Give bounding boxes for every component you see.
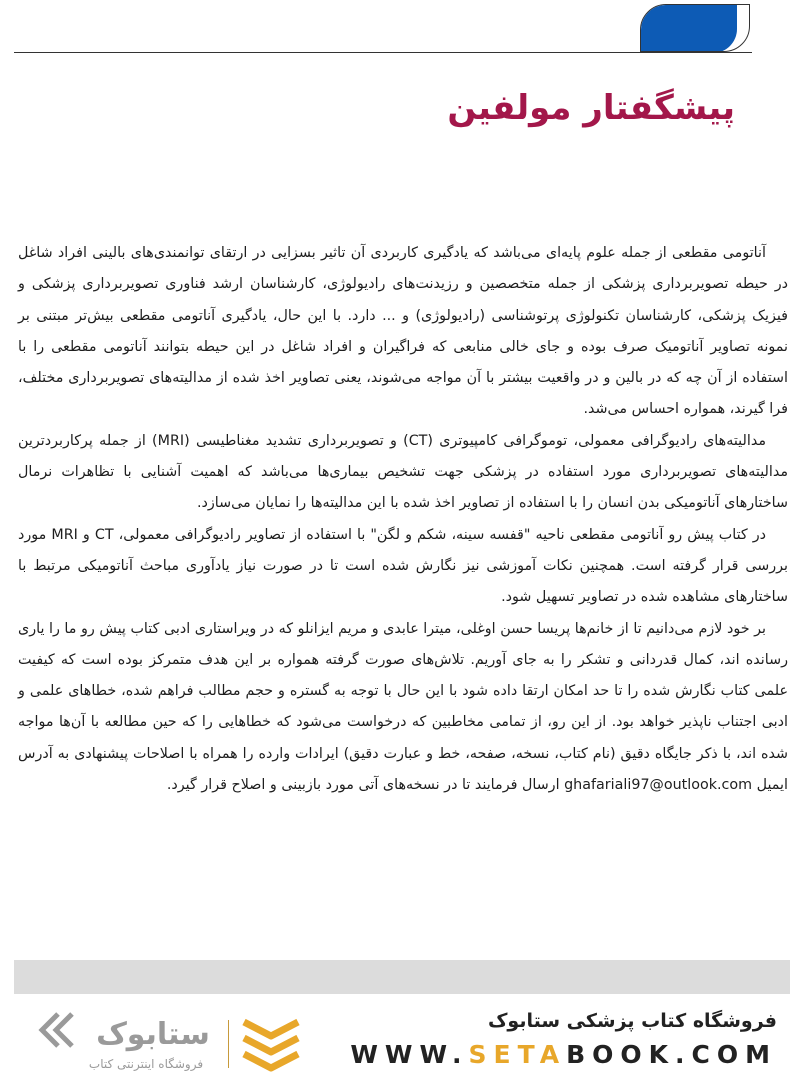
store-url[interactable] — [350, 1040, 777, 1069]
header-tab — [640, 4, 750, 52]
url-suffix: BOOK.COM — [566, 1040, 777, 1069]
logo-wordmark: ستابوک — [96, 1017, 210, 1052]
footer-divider — [228, 1020, 229, 1068]
paragraph: بر خود لازم می‌دانیم تا از خانم‌ها پریسا حسن اوغلی، میترا عابدی و مریم ایزانلو که در ویراستاری ادبی کتاب پیش رو ما را یاری رسانده اند، کمال قدردانی و تشکر را به جای آوریم. تلاش‌های صورت گرفته همواره بر این هدف متمرکز بوده است که کیفیت علمی کتاب نگارش شده را تا حد امکان ارتقا داده شود با این حال با توجه به گستره و حجم مطالب فراهم شده، خطاهای علمی و ادبی اجتناب ناپذیر خواهد بود. از این رو، از تمامی مخاطبین که درخواست می‌شود که خطاهایی را که حین مطالعه با آن‌ها مواجه شده اند، با ذکر جایگاه دقیق (نام کتاب، نسخه، صفحه، خط و عبارت دقیق) ایرادات وارده را همراه با اصلاحات پیشنهادی به آدرس ایمیل ghafariali97@outlook.com ارسال فرمایند تا در نسخه‌های آتی مورد بازبینی و اصلاح قرار گیرد. — [18, 620, 788, 794]
page-title: پیشگفتار مولفین — [447, 88, 735, 128]
book-stack-icon — [236, 1012, 306, 1076]
preface-body — [18, 238, 788, 801]
store-name: فروشگاه کتاب پزشکی ستابوک — [487, 1010, 777, 1032]
chevrons-icon — [42, 1014, 72, 1046]
paragraph: مدالیته‌های رادیوگرافی معمولی، توموگرافی کامپیوتری (CT) و تصویربرداری تشدید مغناطیسی (MRI) از جمله پرکاربردترین مدالیته‌های تصویربرداری مورد استفاده در پزشکی جهت تشخیص بیماری‌ها می‌باشد که اهمیت آشنایی با تظاهرات نرمال ساختارهای آناتومیکی بدن انسان را با استفاده از تصاویر اخذ شده با این مدالیته‌ها را نمایان می‌سازد. — [18, 432, 788, 512]
paragraph: در کتاب پیش رو آناتومی مقطعی ناحیه "قفسه سینه، شکم و لگن" با استفاده از تصاویر رادیوگرافی معمولی، CT و MRI مورد بررسی قرار گرفته است. همچنین نکات آموزشی نیز نگارش شده است تا در صورت نیاز یادآوری مباحث آناتومیکی مرتبط با ساختارهای مشاهده شده در تصاویر تسهیل شود. — [18, 526, 788, 606]
header-rule — [14, 52, 752, 53]
url-highlight: SETA — [468, 1040, 567, 1069]
setabook-logo — [28, 1008, 248, 1076]
paragraph: آناتومی مقطعی از جمله علوم پایه‌ای می‌باشد که یادگیری کاربردی آن تاثیر بسزایی در ارتقای توانمندی‌های بالینی افراد شاغل در حیطه تصویربرداری پزشکی از جمله متخصصین و رزیدنت‌های رادیولوژی، کارشناسان ارشد فناوری تصویربرداری پزشکی و فیزیک پزشکی، کارشناسان تکنولوژی پرتوشناسی (رادیولوژی) و ... دارد. با این حال، یادگیری آناتومی مقطعی بیش‌تر مبتنی بر نمونه تصاویر آناتومیک صرف بوده و جای خالی منابعی که فراگیران و افراد شاغل در این حیطه بتوانند آناتومی مقطعی را با استفاده از آن چه که در بالین و در واقعیت بیشتر با آن مواجه می‌شوند، یعنی تصاویر اخذ شده از مدالیته‌های تصویربرداری مختلف، فرا گیرند، همواره احساس می‌شد. — [18, 245, 788, 418]
logo-subtitle: فروشگاه اینترنتی کتاب — [88, 1057, 204, 1071]
header-tab-fill — [641, 5, 737, 52]
footer-watermark-band — [14, 960, 790, 994]
url-prefix: WWW. — [350, 1040, 469, 1069]
